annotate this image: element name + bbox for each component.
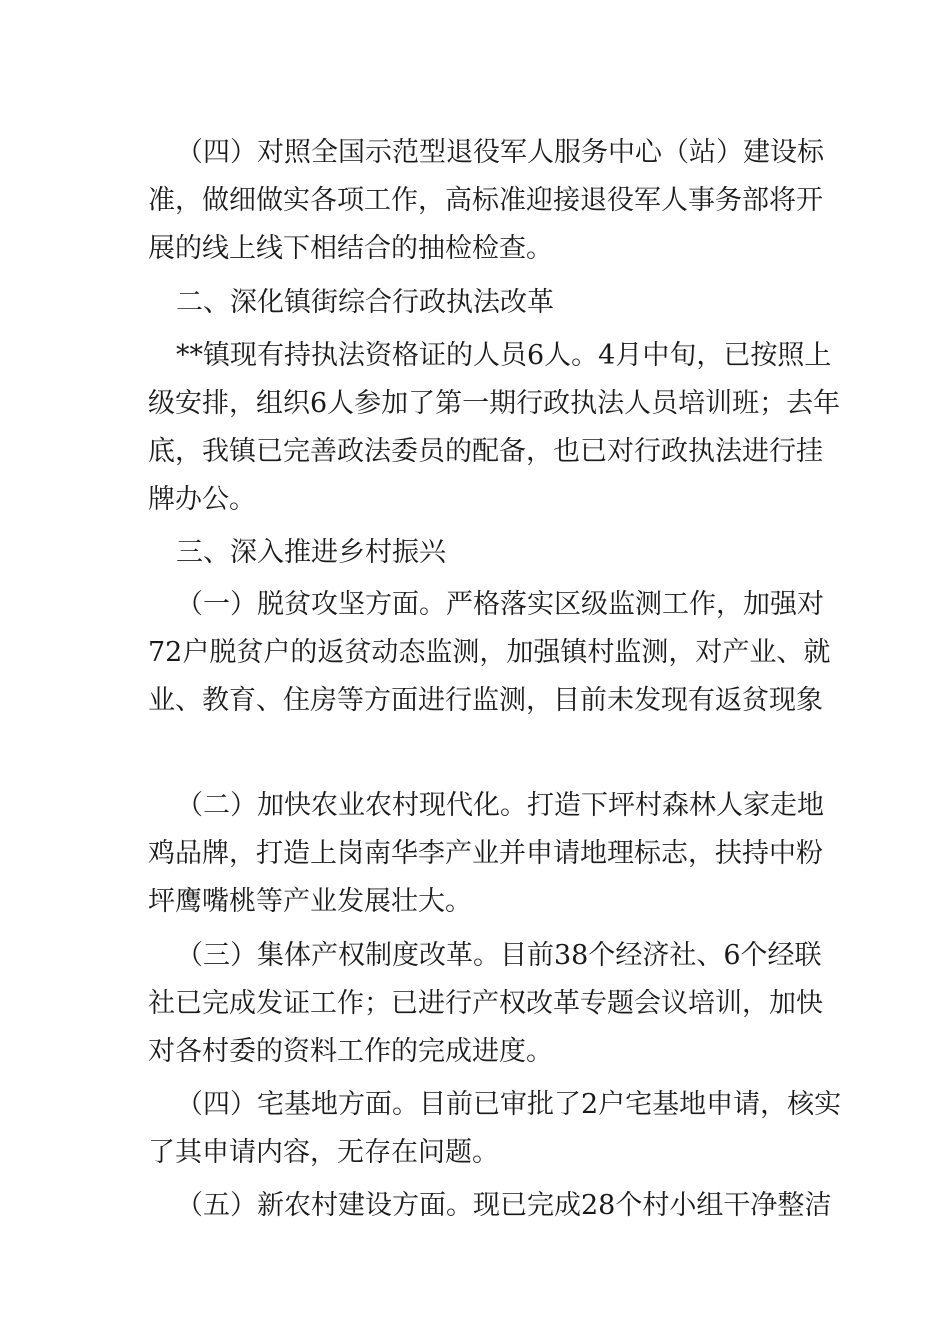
paragraph-line: 坪鹰嘴桃等产业发展壮大。 [148, 886, 472, 917]
paragraph-line: （二）加快农业农村现代化。打造下坪村森林人家走地 [176, 790, 824, 821]
section-heading: 二、深化镇街综合行政执法改革 [176, 287, 554, 318]
paragraph-line: （五）新农村建设方面。现已完成28个村小组干净整洁 [176, 1190, 832, 1221]
paragraph-line: 业、教育、住房等方面进行监测，目前未发现有返贫现象 [148, 685, 823, 716]
paragraph-line: （一）脱贫攻坚方面。严格落实区级监测工作，加强对 [176, 589, 824, 620]
paragraph-line: 72户脱贫户的返贫动态监测，加强镇村监测，对产业、就 [148, 637, 831, 668]
paragraph-line: 社已完成发证工作；已进行产权改革专题会议培训，加快 [148, 988, 823, 1019]
paragraph-line: 牌办公。 [148, 484, 256, 515]
paragraph-line: （四）宅基地方面。目前已审批了2户宅基地申请，核实 [176, 1089, 842, 1120]
section-heading: 三、深入推进乡村振兴 [176, 537, 446, 568]
paragraph-line: 对各村委的资料工作的完成进度。 [148, 1036, 553, 1067]
paragraph-line: 鸡品牌，打造上岗南华李产业并申请地理标志，扶持中粉 [148, 838, 823, 869]
paragraph-line: **镇现有持执法资格证的人员6人。4月中旬，已按照上 [176, 340, 832, 371]
paragraph-line: （三）集体产权制度改革。目前38个经济社、6个经联 [176, 940, 822, 971]
paragraph-line: 级安排，组织6人参加了第一期行政执法人员培训班；去年 [148, 388, 841, 419]
paragraph-line: 准，做细做实各项工作，高标准迎接退役军人事务部将开 [148, 185, 823, 216]
paragraph-line: （四）对照全国示范型退役军人服务中心（站）建设标 [176, 137, 824, 168]
paragraph-line: 了其申请内容，无存在问题。 [148, 1137, 499, 1168]
paragraph-line: 底，我镇已完善政法委员的配备，也已对行政执法进行挂 [148, 436, 823, 467]
paragraph-line: 展的线上线下相结合的抽检检查。 [148, 233, 553, 264]
